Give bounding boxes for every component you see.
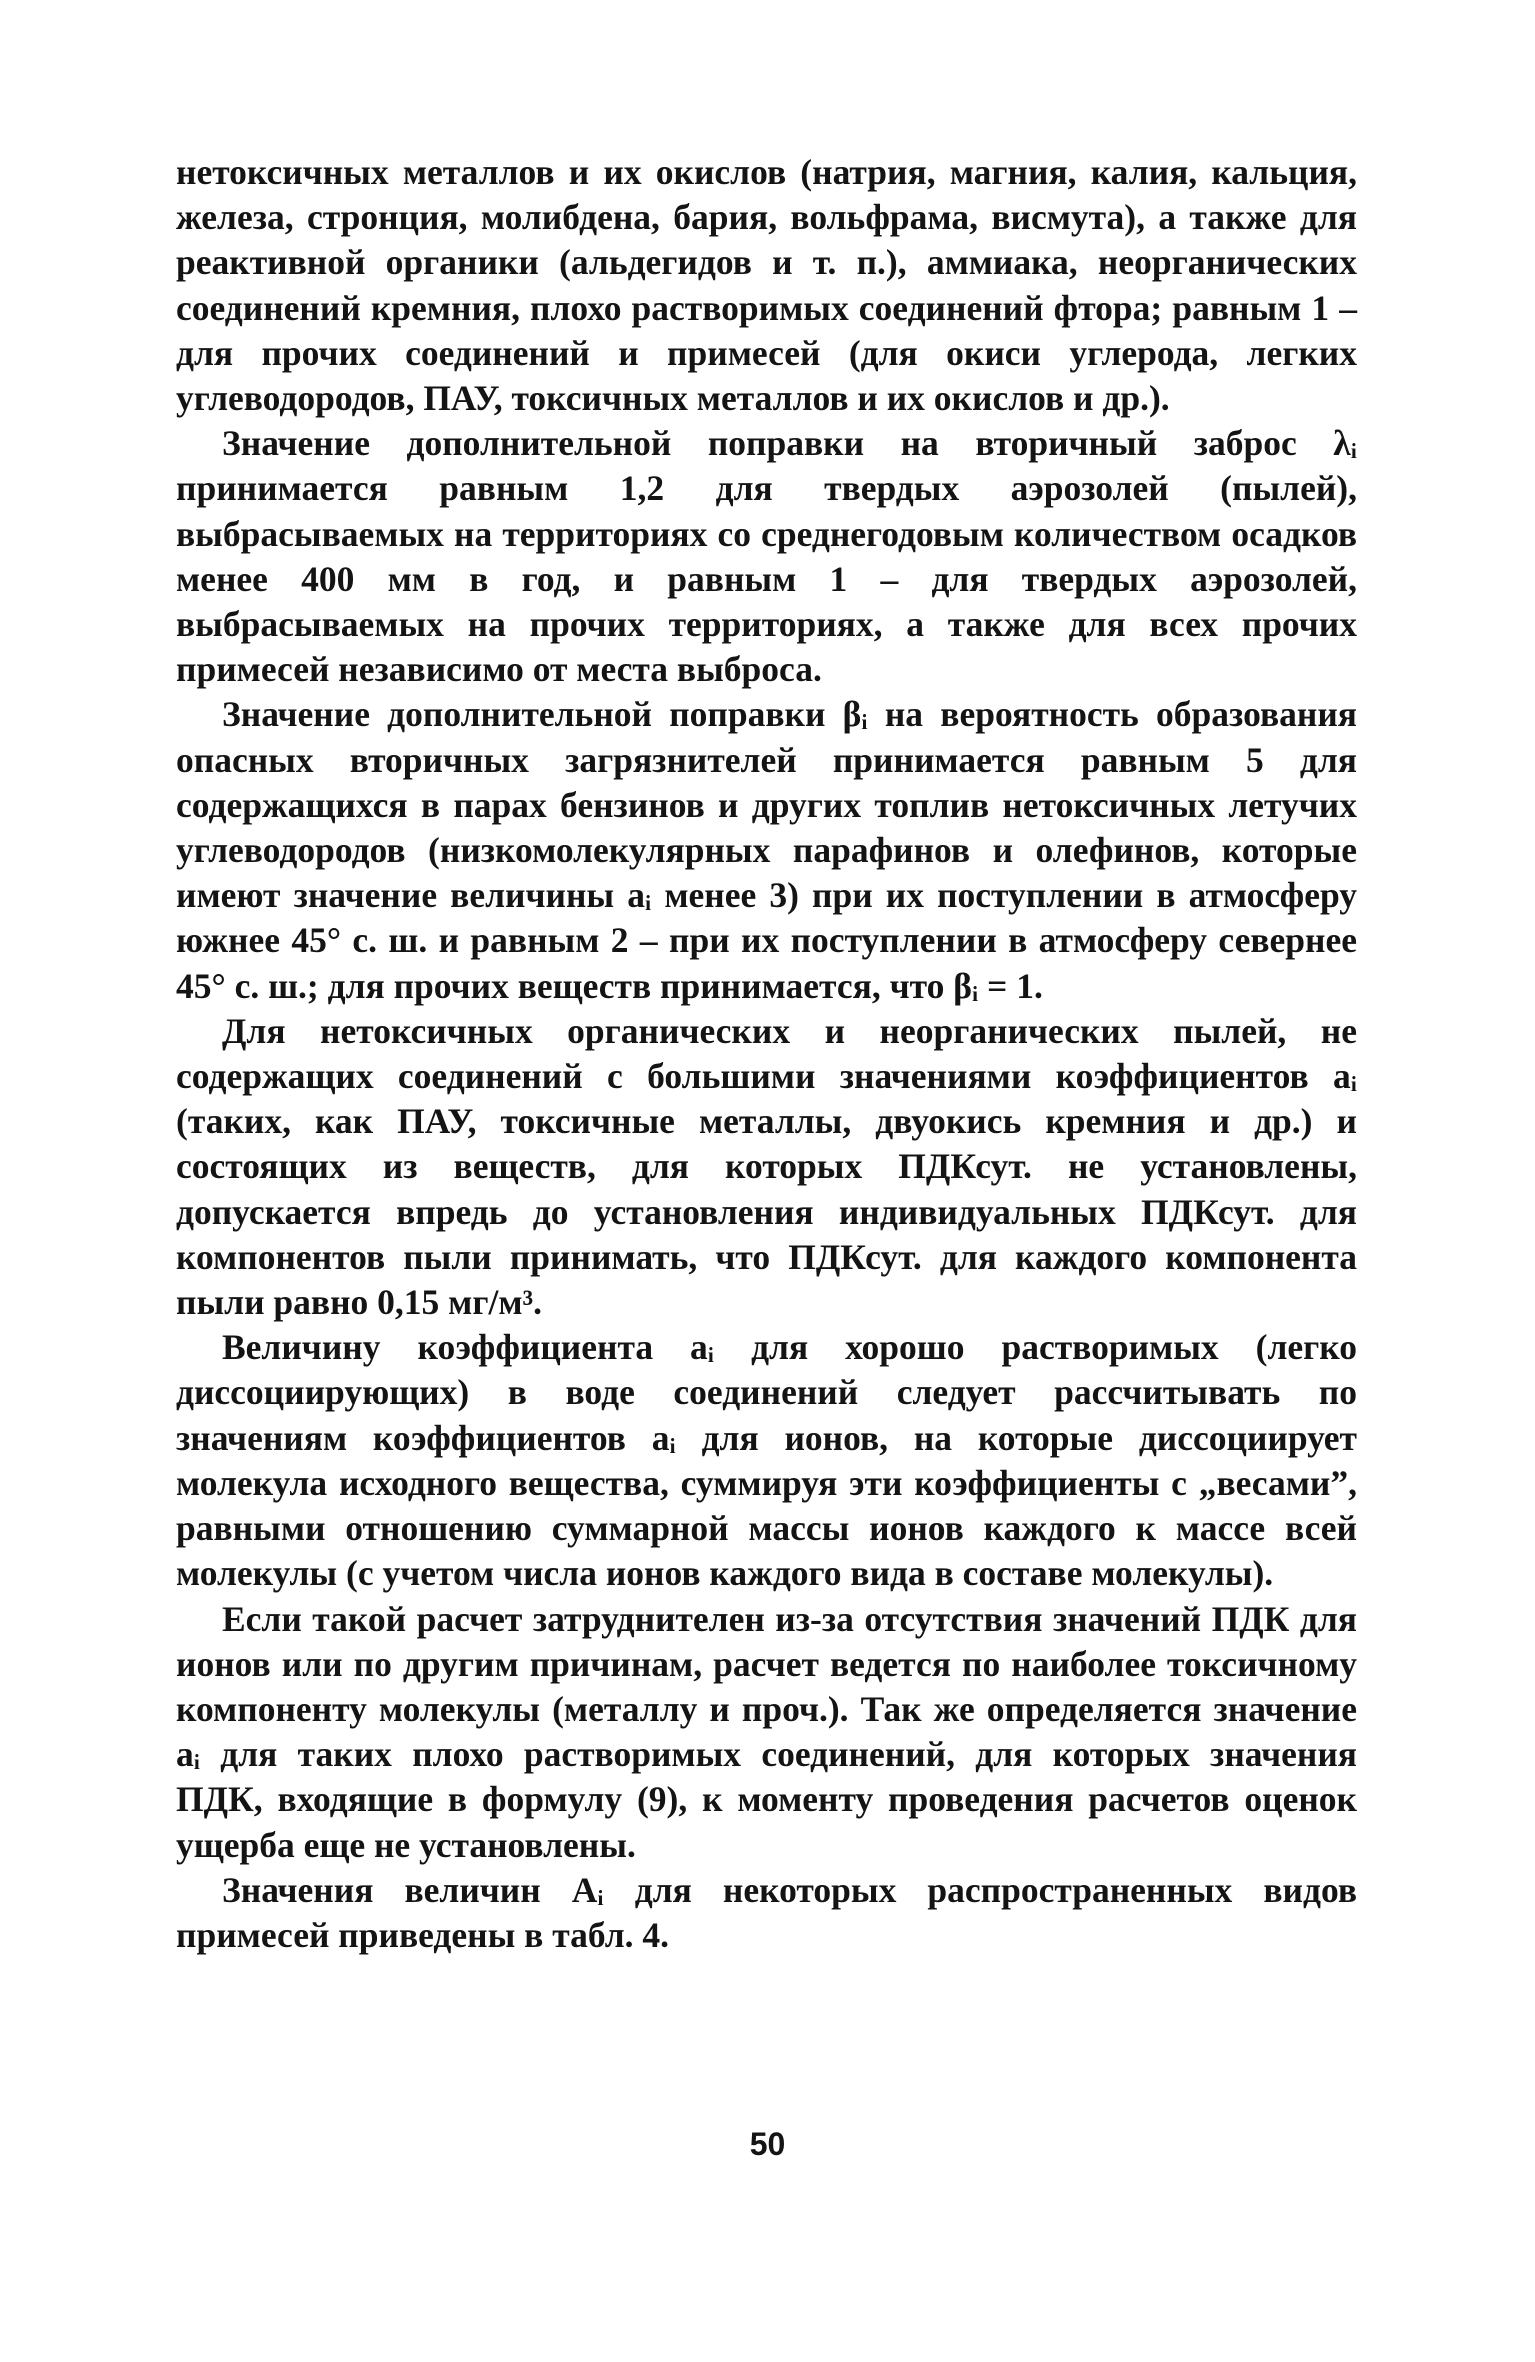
paragraph-beta-correction: Значение дополнительной поправки βᵢ на вероятность образования опасных вторичных загрязнителей принимается равным 5 для содержащихся в парах бензинов и других топлив нетоксичных летучих углеводородов (низкомолекулярных парафинов и олефинов, которые имеют значение величины aᵢ менее 3) при их поступлении в атмосферу южнее 45° с. ш. и равным 2 – при их поступлении в атмосферу севернее 45° с. ш.; для прочих веществ принимается, что βᵢ = 1. (176, 694, 1357, 1006)
paragraph-table-reference: Значения величин Aᵢ для некоторых распространенных видов примесей приведены в табл. 4. (176, 1869, 1357, 1955)
paragraph-dust-pdk: Для нетоксичных органических и неорганических пылей, не содержащих соединений с большими значениями коэффициентов aᵢ (таких, как ПАУ, токсичные металлы, двуокись кремния и др.) и состоящих из веществ, для которых ПДКсут. не установлены, допускается впредь до установления индивидуальных ПДКсут. для компонентов пыли принимать, что ПДКсут. для каждого компонента пыли равно 0,15 мг/м³. (176, 1010, 1357, 1323)
page-number: 50 (749, 2126, 786, 2162)
paragraph-soluble-compounds: Величину коэффициента aᵢ для хорошо растворимых (легко диссоциирующих) в воде соединений следует рассчитывать по значениям коэффициентов aᵢ для ионов, на которые диссоциирует молекула исходного вещества, суммируя эти коэффициенты с „весами”, равными отношению суммарной массы ионов каждого к массе всей молекулы (с учетом числа ионов каждого вида в составе молекулы). (176, 1327, 1357, 1594)
paragraph-lambda-correction: Значение дополнительной поправки на вторичный заброс λᵢ принимается равным 1,2 для твердых аэрозолей (пылей), выбрасываемых на территориях со среднегодовым количеством осадков менее 400 мм в год, и равным 1 – для твердых аэрозолей, выбрасываемых на прочих территориях, а также для всех прочих примесей независимо от места выброса. (176, 423, 1357, 690)
paragraph-toxic-component: Если такой расчет затруднителен из-за отсутствия значений ПДК для ионов или по другим причинам, расчет ведется по наиболее токсичному компоненту молекулы (металлу и проч.). Так же определяется значение aᵢ для таких плохо растворимых соединений, для которых значения ПДК, входящие в формулу (9), к моменту проведения расчетов оценок ущерба еще не установлены. (176, 1598, 1357, 1865)
paragraph-continuation: нетоксичных металлов и их окислов (натрия, магния, калия, кальция, железа, стронция, молибдена, бария, вольфрама, висмута), а также для реактивной органики (альдегидов и т. п.), аммиака, неорганических соединений кремния, плохо растворимых соединений фтора; равным 1 – для прочих соединений и примесей (для окиси углерода, легких углеводородов, ПАУ, токсичных металлов и их окислов и др.). (176, 152, 1357, 419)
